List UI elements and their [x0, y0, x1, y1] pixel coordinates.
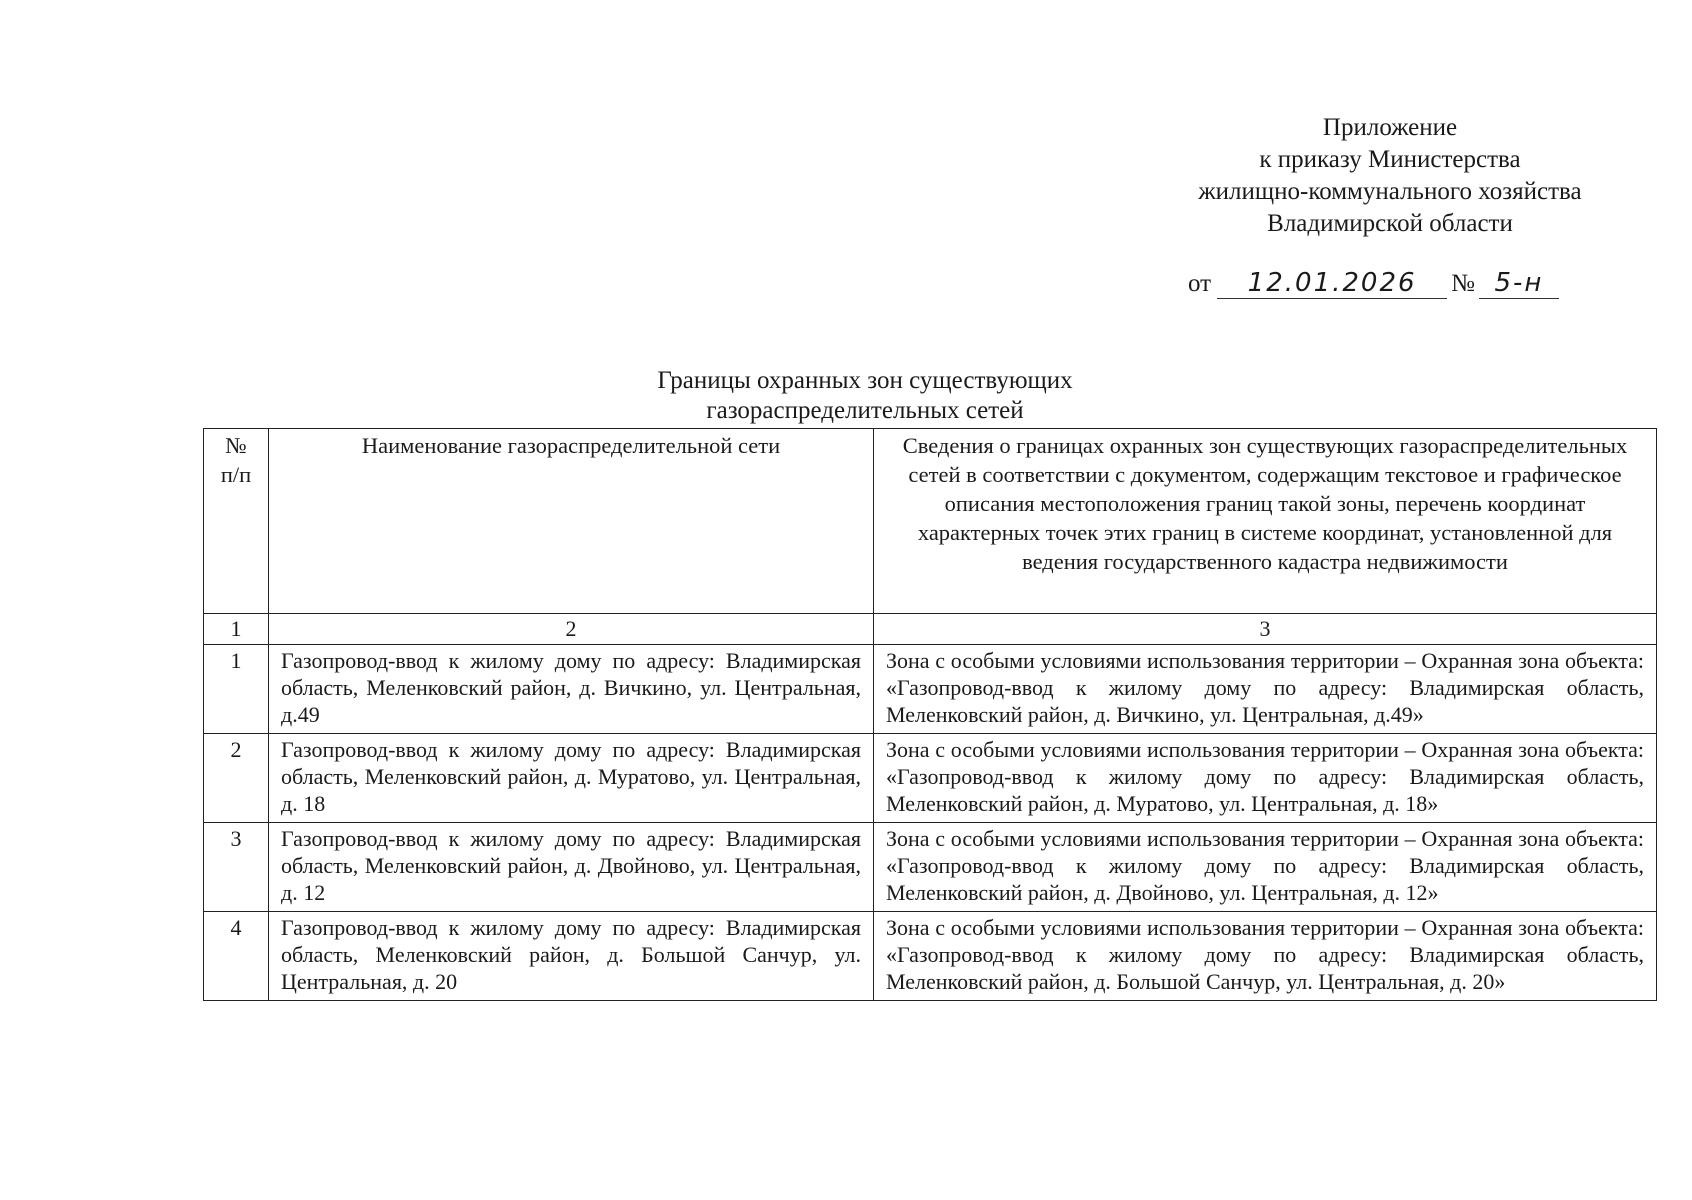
table-row — [204, 734, 1657, 823]
order-number-label: № — [1451, 270, 1475, 297]
appendix-block — [1140, 112, 1640, 240]
appendix-line: к приказу Министерства — [1259, 146, 1521, 173]
appendix-line: Приложение — [1322, 114, 1458, 141]
row-network-name: Газопровод-ввод к жилому дому по адресу: Владимирская область, Меленковский район, д. Вичкино, ул. Центральная, д.49 — [269, 645, 874, 734]
row-network-name: Газопровод-ввод к жилому дому по адресу: Владимирская область, Меленковский район, д. Большой Санчур, ул. Центральная, д. 20 — [269, 912, 874, 1001]
appendix-line: жилищно-коммунального хозяйства — [1198, 178, 1582, 205]
column-number: 2 — [269, 614, 874, 645]
row-number: 3 — [204, 823, 269, 912]
table-row — [204, 823, 1657, 912]
header-network-name: Наименование газораспределительной сети — [269, 429, 874, 614]
order-date: 12.01.2026 — [1217, 268, 1447, 299]
header-zone-info: Сведения о границах охранных зон существующих газораспределительных сетей в соответствии с документом, содержащим текстовое и графическое описания местоположения границ такой зоны, перечень координат характерных точек этих границ в системе координат, установленной для ведения государственного кадастра недвижимости — [874, 429, 1657, 614]
row-number: 1 — [204, 645, 269, 734]
row-network-name: Газопровод-ввод к жилому дому по адресу: Владимирская область, Меленковский район, д. Муратово, ул. Центральная, д. 18 — [269, 734, 874, 823]
row-number: 2 — [204, 734, 269, 823]
appendix-line: Владимирской области — [1267, 210, 1513, 237]
order-from-label: от — [1188, 270, 1212, 297]
row-zone-info: Зона с особыми условиями использования территории – Охранная зона объекта: «Газопровод-ввод к жилому дому по адресу: Владимирская область, Меленковский район, д. Двойново, ул. Центральная, д. 12» — [874, 823, 1657, 912]
row-zone-info: Зона с особыми условиями использования территории – Охранная зона объекта: «Газопровод-ввод к жилому дому по адресу: Владимирская область, Меленковский район, д. Вичкино, ул. Центральная, д.49» — [874, 645, 1657, 734]
table-header-row — [204, 429, 1657, 614]
document-title-line: Границы охранных зон существующих — [657, 367, 1073, 394]
column-number: 1 — [204, 614, 269, 645]
protection-zones-table — [203, 428, 1657, 1001]
header-number: № п/п — [204, 429, 269, 614]
column-number: 3 — [874, 614, 1657, 645]
row-network-name: Газопровод-ввод к жилому дому по адресу: Владимирская область, Меленковский район, д. Двойново, ул. Центральная, д. 12 — [269, 823, 874, 912]
document-title — [500, 366, 1230, 426]
order-line — [1188, 268, 1559, 300]
table-row — [204, 912, 1657, 1001]
table-row — [204, 645, 1657, 734]
table-column-numbers-row — [204, 614, 1657, 645]
order-number: 5-н — [1479, 268, 1559, 299]
row-zone-info: Зона с особыми условиями использования территории – Охранная зона объекта: «Газопровод-ввод к жилому дому по адресу: Владимирская область, Меленковский район, д. Муратово, ул. Центральная, д. 18» — [874, 734, 1657, 823]
document-title-line: газораспределительных сетей — [706, 397, 1024, 424]
row-zone-info: Зона с особыми условиями использования территории – Охранная зона объекта: «Газопровод-ввод к жилому дому по адресу: Владимирская область, Меленковский район, д. Большой Санчур, ул. Центральная, д. 20» — [874, 912, 1657, 1001]
row-number: 4 — [204, 912, 269, 1001]
